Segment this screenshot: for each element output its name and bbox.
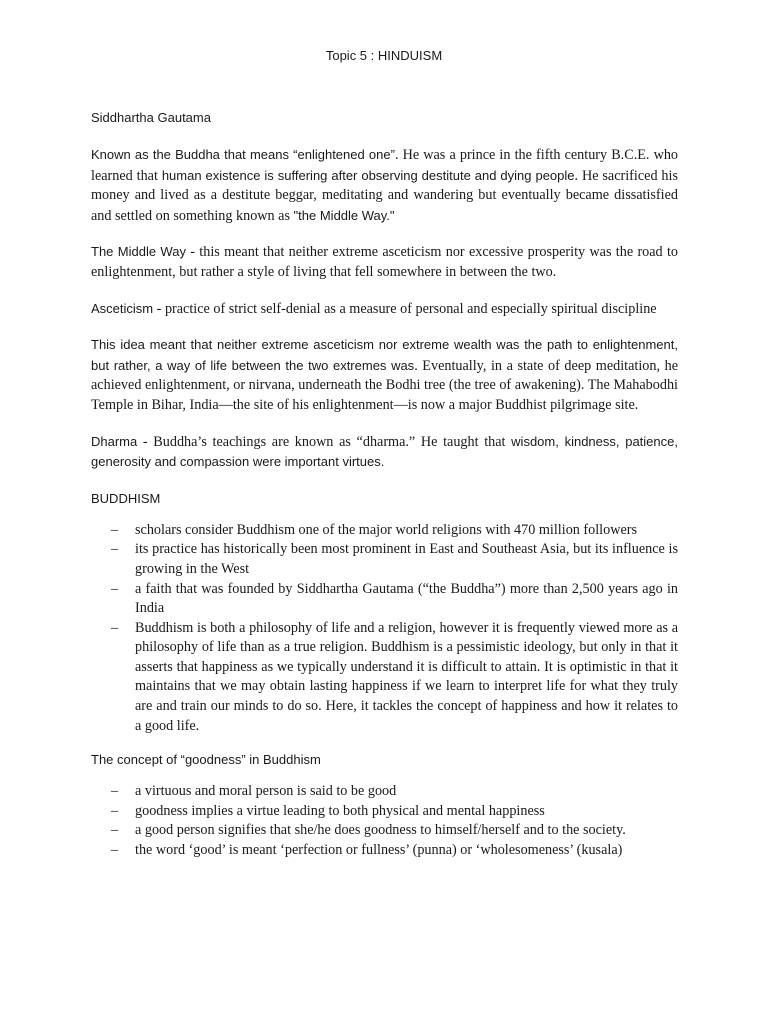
list-item: – a virtuous and moral person is said to be good [91, 782, 678, 802]
term-label: Asceticism [91, 300, 154, 316]
term-label: Dharma [91, 433, 138, 449]
lead-text: Known as the Buddha that means “enlightened one” [91, 147, 395, 162]
page-title: Topic 5 : HINDUISM [325, 48, 443, 63]
body-text: . Eventually, in a state of deep meditation, he achieved enlightenment, or nirvana, underneath the Bodhi tree (the tree of awakening). The Mahabodhi Temple in Bihar, India—the site of his enlightenment—is now a major Buddhist pilgrimage site. [91, 357, 678, 413]
paragraph-asceticism [91, 299, 678, 320]
list-item: – Buddhism is both a philosophy of life and a religion, however it is frequently viewed more as a philosophy of life than as a true religion. Buddhism is a pessimistic ideology, but only in that it asserts that happiness as we typically understand it is difficult to attain. It is optimistic in that it maintains that we may obtain lasting happiness if we learn to interpret life for what they truly are and train our minds to do so. Here, it tackles the concept of happiness and how it relates to a good life. [91, 619, 678, 737]
body-text: - Buddha’s teachings are known as “dharma.” He taught that [137, 433, 512, 450]
section-heading-goodness: The concept of “goodness” in Buddhism [91, 752, 321, 768]
list-item: – scholars consider Buddhism one of the major world religions with 470 million followers [91, 521, 678, 541]
list-item: – its practice has historically been most prominent in East and Southeast Asia, but its influence is growing in the West [91, 540, 678, 579]
section-heading-siddhartha: Siddhartha Gautama [91, 110, 211, 125]
goodness-list [91, 782, 678, 860]
paragraph-buddha-intro [91, 145, 678, 226]
list-item: – the word ‘good’ is meant ‘perfection or fullness’ (punna) or ‘wholesomeness’ (kusala) [91, 841, 678, 861]
section-heading-buddhism: BUDDHISM [91, 490, 161, 506]
document-body [91, 108, 678, 875]
body-text: - this meant that neither extreme asceticism nor excessive prosperity was the road to enlightenment, but rather a style of living that fell somewhere in between the two. [91, 244, 678, 280]
paragraph-enlightenment [91, 335, 678, 415]
list-item: – a faith that was founded by Siddhartha Gautama (“the Buddha”) more than 2,500 years ago in India [91, 580, 678, 619]
lead-text: This idea meant that neither extreme asceticism nor extreme wealth was the path to enlightenment, but rather, a way of life between the two extremes was [91, 337, 678, 373]
lead-text: wisdom, kindness, patience, generosity and compassion were important virtues. [91, 433, 678, 470]
paragraph-middle-way [91, 242, 678, 282]
buddhism-list [91, 521, 678, 737]
lead-text: "the Middle Way." [293, 207, 395, 223]
body-text: - practice of strict self-denial as a measure of personal and especially spiritual discipline [153, 300, 657, 317]
term-label: The Middle Way [91, 244, 186, 260]
body-text: . He sacrificed his money and lived as a destitute beggar, meditating and wandering but eventually became dissatisfied and settled on something known as [91, 167, 678, 224]
list-item: – a good person signifies that she/he does goodness to himself/herself and to the society. [91, 821, 678, 841]
body-text: . He was a prince in the fifth century B.C.E. who learned that [91, 147, 679, 184]
list-item: – goodness implies a virtue leading to both physical and mental happiness [91, 802, 678, 822]
lead-text: human existence is suffering after observing destitute and dying people [161, 167, 575, 183]
paragraph-dharma [91, 432, 678, 473]
